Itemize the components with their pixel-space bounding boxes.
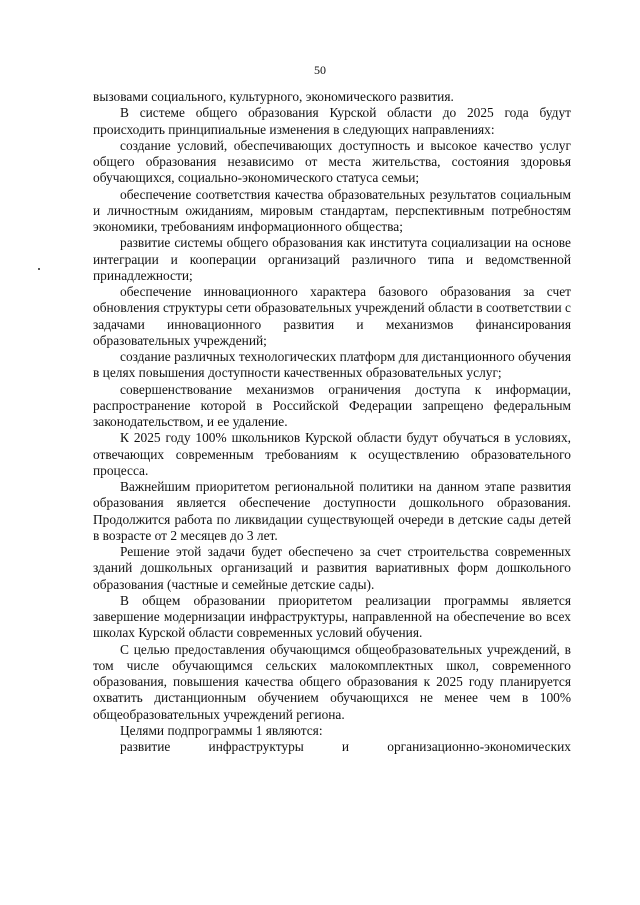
paragraph-infrastructure: В общем образовании приоритетом реализации программы является завершение модернизации инфраструктуры, направленной на обеспечение во всех школах Курской области современных условий обучения. <box>93 592 571 641</box>
body-text <box>93 89 571 755</box>
margin-mark <box>38 268 40 270</box>
paragraph-goals-heading: Целями подпрограммы 1 являются: <box>120 722 323 738</box>
paragraph-innovation: обеспечение инновационного характера базового образования за счет обновления структуры сети образовательных учреждений области в соответствии с задачами инновационного развития и механизмов финансирования образовательных учреждений; <box>93 284 571 348</box>
paragraph-goals-first-item: развитие инфраструктуры и организационно-экономических <box>120 739 571 754</box>
paragraph-distance-learning: С целью предоставления обучающимся общеобразовательных учреждений, в том числе обучающимся сельских малокомплектных школ, современного образования, повышения качества общего образования к 2025 году планируется охватить дистанционным обучением обучающихся не менее чем в 100% общеобразовательных учреждений региона. <box>93 641 571 722</box>
paragraph-2025-schools: К 2025 году 100% школьников Курской области будут обучаться в условиях, отвечающих современным требованиям к осуществлению образовательного процесса. <box>93 430 571 478</box>
page-number: 50 <box>314 63 326 77</box>
paragraph-directions-intro: В системе общего образования Курской области до 2025 года будут происходить принципиальные изменения в следующих направлениях: <box>93 105 571 137</box>
paragraph-access-conditions: создание условий, обеспечивающих доступность и высокое качество услуг общего образования независимо от места жительства, состояния здоровья обучающихся, социально-экономического статуса семьи; <box>93 137 571 186</box>
paragraph-quality-compliance: обеспечение соответствия качества образовательных результатов социальным и личностным ожиданиям, мировым стандартам, перспективным потребностям экономики, требованиям информационного общества; <box>93 186 571 234</box>
paragraph-continuation: вызовами социального, культурного, экономического развития. <box>93 89 454 104</box>
paragraph-socialization: развитие системы общего образования как института социализации на основе интеграции и кооперации организаций различного типа и ведомственной принадлежности; <box>93 235 571 283</box>
paragraph-preschool-solution: Решение этой задачи будет обеспечено за счет строительства современных зданий дошкольных организаций и развития вариативных форм дошкольного образования (частные и семейные детские сады). <box>93 544 571 592</box>
paragraph-distance-platforms: создание различных технологических платформ для дистанционного обучения в целях повышения доступности качественных образовательных услуг; <box>93 349 571 381</box>
paragraph-access-restriction: совершенствование механизмов ограничения доступа к информации, распространение которой в Российской Федерации запрещено федеральным законодательством, и ее удаление. <box>93 381 571 429</box>
paragraph-preschool-priority: Важнейшим приоритетом региональной политики на данном этапе развития образования является обеспечение доступности дошкольного образования. Продолжится работа по ликвидации существующей очереди в детские сады детей в возрасте от 2 месяцев до 3 лет. <box>93 479 571 543</box>
